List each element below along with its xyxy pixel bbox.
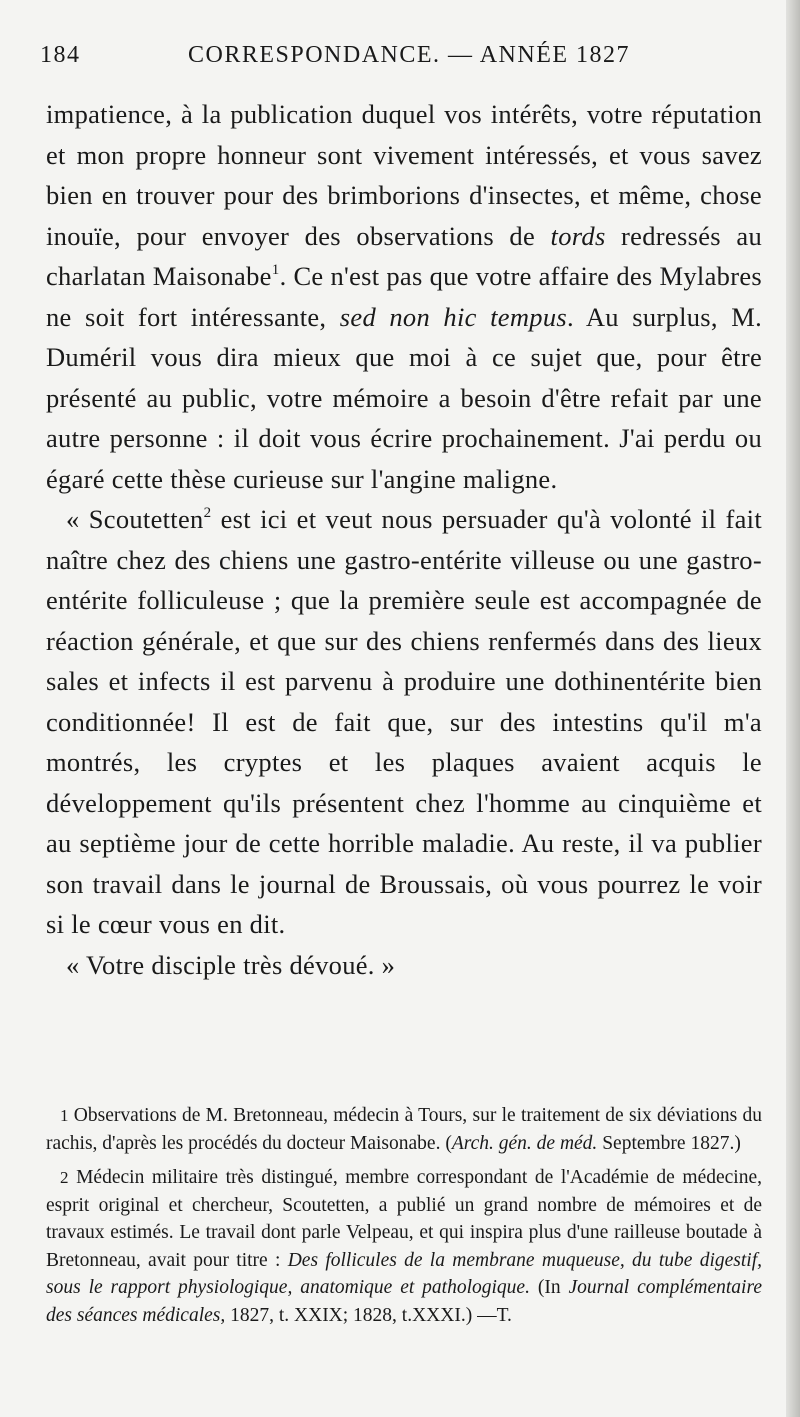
text-run: Septembre 1827.) bbox=[597, 1132, 741, 1154]
text-run: est ici et veut nous persuader qu'à volonté il fait naître chez des chiens une gastro-entérite villeuse ou une gastro-entérite folliculeuse ; que la première seule est accompagnée de réaction générale, et que sur des chiens renfermés dans des lieux sales et infects il est parvenu à produire une dothinentérite bien conditionnée! Il est de fait que, sur des intestins qu'il m'a montrés, les cryptes et les plaques avaient acquis le développement qu'ils présentent chez l'homme au cinquième et au septième jour de cette horrible maladie. Au reste, il va publier son travail dans le journal de Broussais, où vous pourrez le voir si le cœur vous en dit. bbox=[46, 504, 762, 939]
running-header bbox=[40, 42, 762, 72]
footnote-marker: 2 bbox=[60, 1168, 69, 1187]
text-run: impatience, à la publication duquel vos intérêts, votre réputation et mon propre honneur sont vivement intéressés, et vous savez bien en trouver pour des brimborions d'insectes, et même, chose inouïe, pour envoyer des observations de bbox=[46, 99, 762, 251]
main-text bbox=[46, 94, 762, 985]
text-run: . Ce n'est pas que votre affaire des Mylabres ne soit fort intéressante, bbox=[46, 261, 762, 332]
closing-line: « Votre disciple très dévoué. » bbox=[66, 949, 396, 980]
journal-title: Journal complémentaire des séances médicales, bbox=[46, 1277, 762, 1326]
text-run: 1827, t. XXIX; 1828, t.XXXI.) —T. bbox=[225, 1304, 512, 1326]
footnote-1 bbox=[46, 1102, 762, 1157]
footnote-ref-1: 1 bbox=[271, 262, 280, 278]
text-run: . Au surplus, M. Duméril vous dira mieux que moi à ce sujet que, pour être présenté au public, votre mémoire a besoin d'être refait par une autre personne : il doit vous écrire prochainement. J'ai perdu ou égaré cette thèse curieuse sur l'angine maligne. bbox=[46, 301, 762, 494]
text-run: « Scoutetten bbox=[66, 504, 204, 534]
paragraph-2 bbox=[46, 499, 762, 945]
italic-term: tords bbox=[550, 220, 606, 251]
latin-phrase: sed non hic tempus bbox=[339, 301, 567, 332]
page-number: 184 bbox=[40, 42, 81, 68]
footnote-ref-2: 2 bbox=[203, 505, 212, 521]
footnote-2 bbox=[46, 1164, 762, 1329]
journal-title: Arch. gén. de méd. bbox=[451, 1132, 598, 1154]
text-run: redressés au charlatan Maisonabe bbox=[46, 220, 762, 291]
footnote-marker: 1 bbox=[60, 1106, 69, 1125]
running-title: CORRESPONDANCE. — ANNÉE 1827 bbox=[188, 42, 631, 68]
text-run: Observations de M. Bretonneau, médecin à Tours, sur le traitement de six déviations du rachis, d'après les procédés du docteur Maisonabe. ( bbox=[46, 1105, 762, 1154]
page-edge-shadow bbox=[786, 0, 800, 1417]
text-run: Médecin militaire très distingué, membre correspondant de l'Académie de médecine, esprit original et chercheur, Scoutetten, a publié un grand nombre de mémoires et de travaux estimés. Le travail dont parle Velpeau, et qui inspira plus d'une railleuse boutade à Bretonneau, avait pour titre : bbox=[46, 1167, 762, 1271]
paragraph-1 bbox=[46, 94, 762, 499]
footnotes bbox=[46, 1102, 762, 1336]
work-title: Des follicules de la membrane muqueuse, du tube digestif, sous le rapport physiologique, anatomique et pathologique. bbox=[46, 1249, 762, 1298]
text-run: (In bbox=[529, 1277, 569, 1298]
